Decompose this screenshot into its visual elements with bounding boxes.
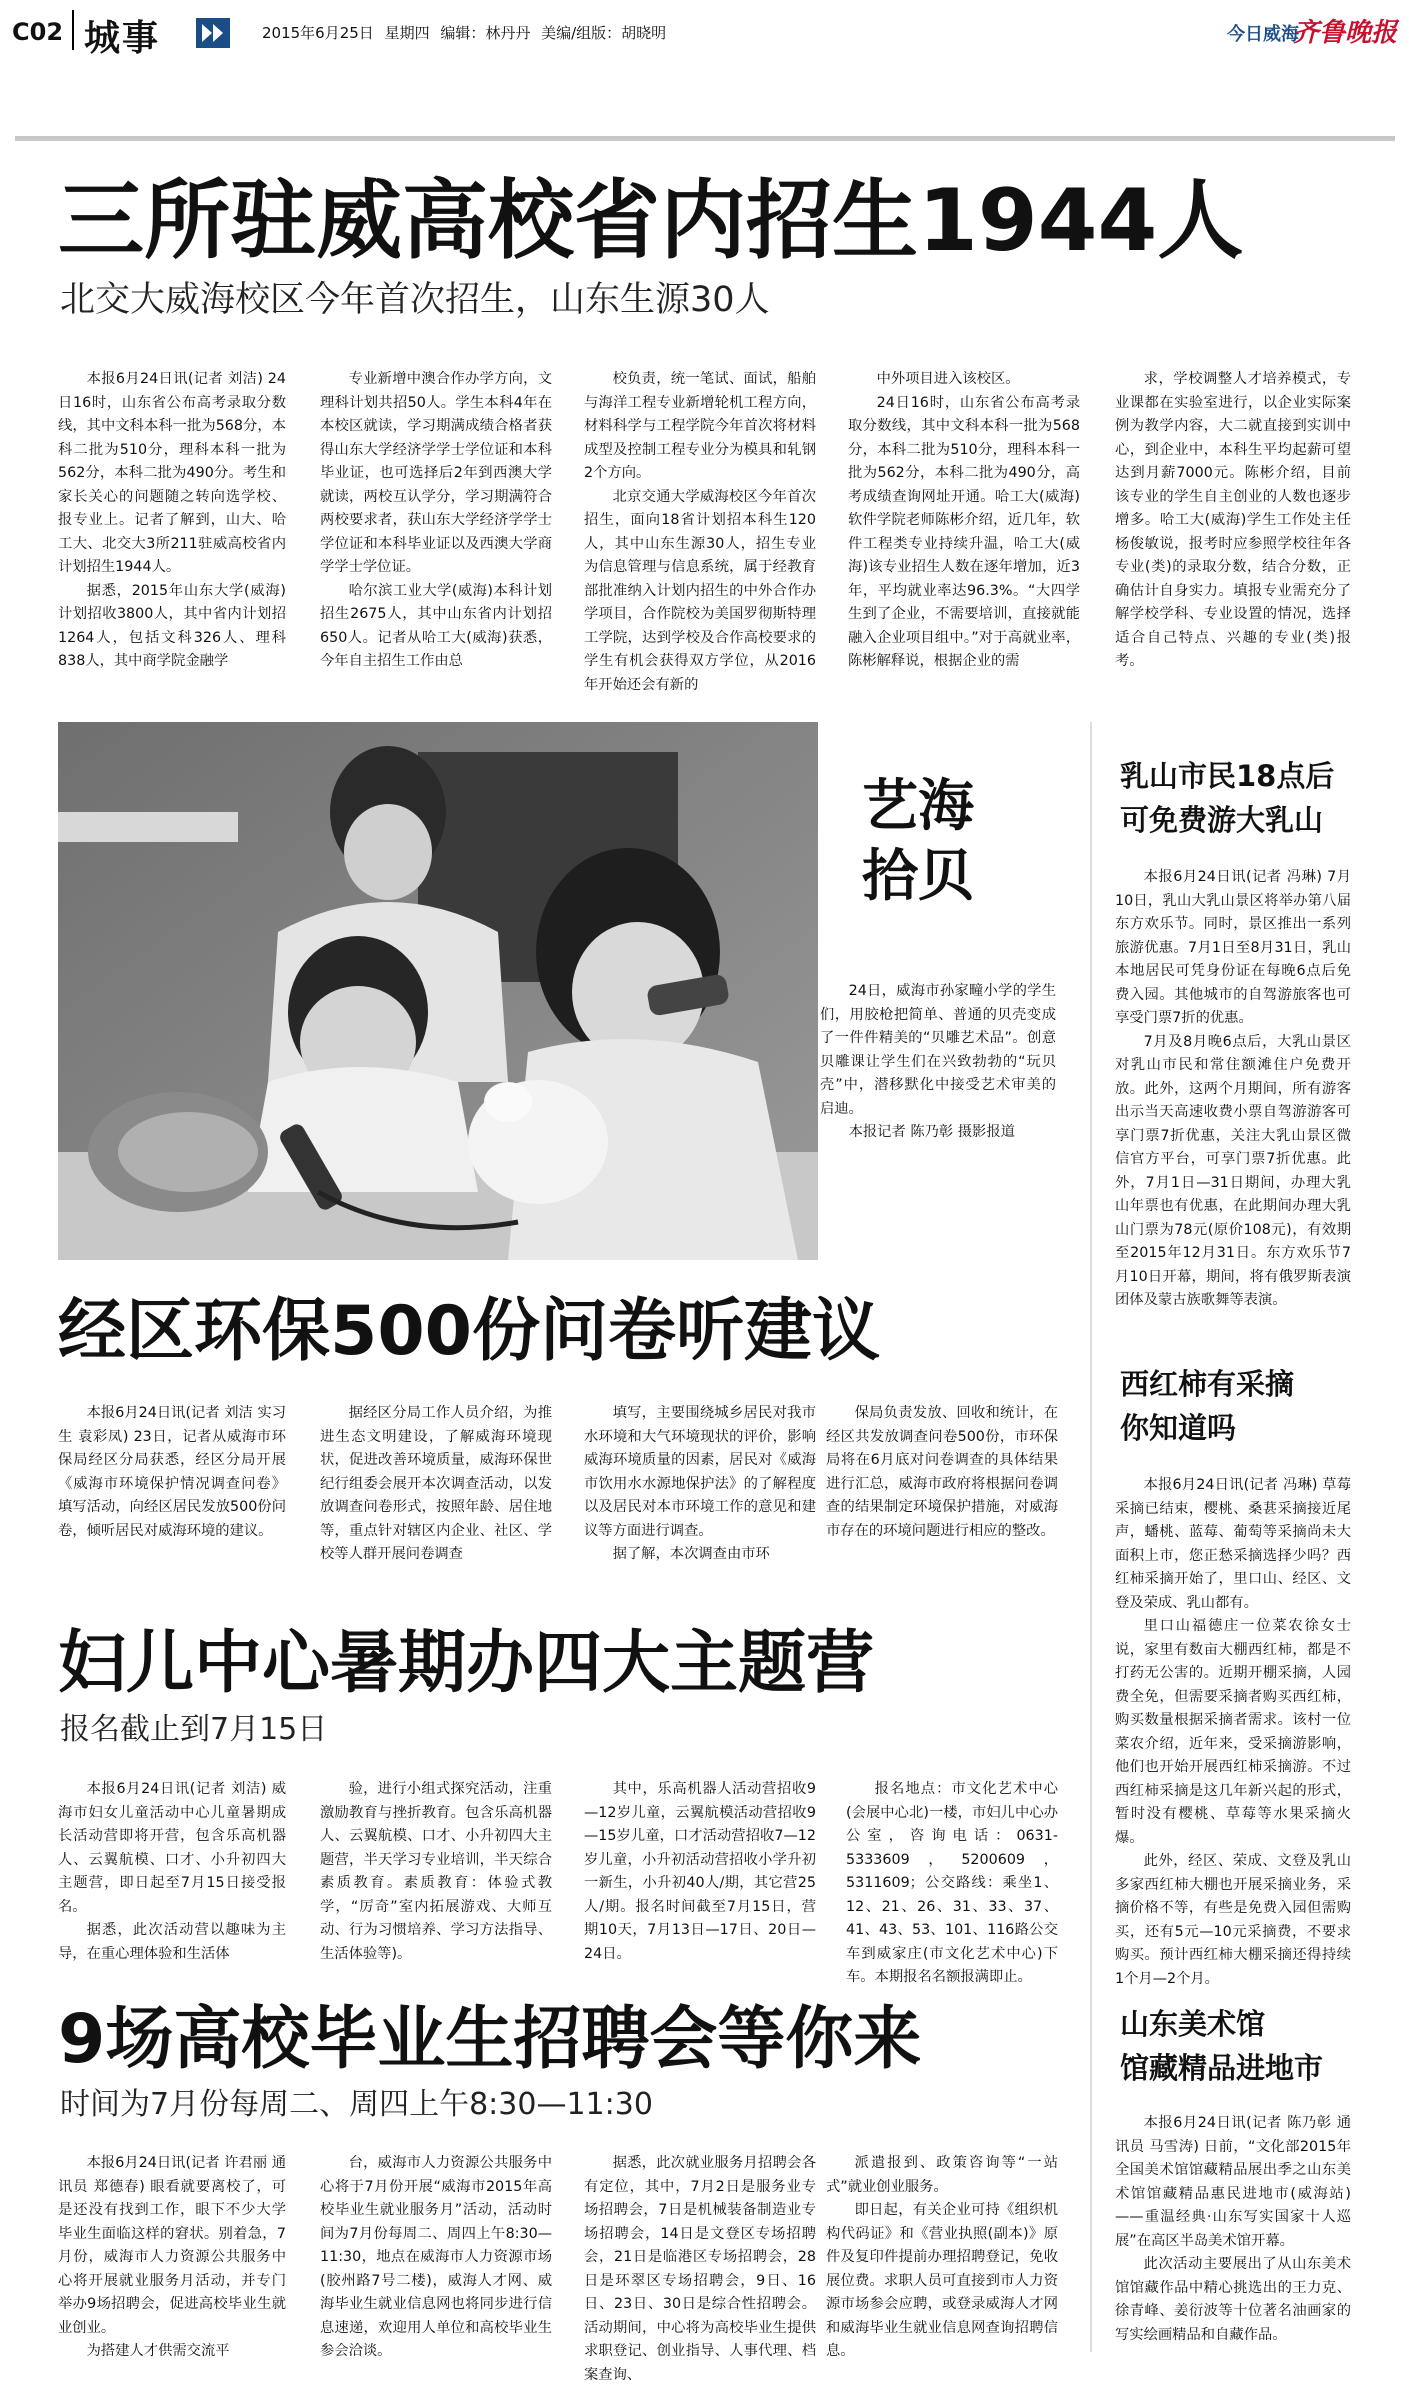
paragraph: 台，威海市人力资源公共服务中心将于7月份开展“威海市2015年高校毕业生就业服务月”活动，活动时间为7月份每周二、周四上午8:30—11:30，地点在威海市人力资源市场(胶州路7号二楼)，威海人才网、威海毕业生就业信息网也将同步进行信息速递，欢迎用人单位和高校毕业生参会洽谈。 <box>320 2155 552 2359</box>
paragraph: 验，进行小组式探究活动，注重激励教育与挫折教育。包含乐高机器人、云翼航模、口才、小升初四大主题营，半天学习专业培训，半天综合素质教育。素质教育：体验式教学，“厉奇”室内拓展游戏、大师互动、行为习惯培养、学习方法指导、生活体验等)。 <box>320 1781 552 1962</box>
article2-column-1 <box>58 1402 286 1602</box>
children-shell-craft-photo <box>58 722 818 1260</box>
paragraph: 据经区分局工作人员介绍，为推进生态文明建设，了解威海环境现状，促进改善环境质量，威海环保世纪行组委会展开本次调查活动，以发放调查问卷形式，按照年龄、居住地等，重点针对辖区内企业、社区、学校等人群开展问卷调查 <box>320 1405 552 1562</box>
paragraph: 此外，经区、荣成、文登及乳山多家西红柿大棚也开展采摘业务，采摘价格不等，有些是免费入园但需购买，还有5元—10元采摘费，不要求购买。预计西红柿大棚采摘还得持续1个月—2个月。 <box>1115 1853 1351 1987</box>
article4-column-3 <box>584 2152 816 2383</box>
photo-feature-title-1: 艺海 <box>862 774 974 839</box>
header-rule <box>15 136 1395 141</box>
article4-column-1 <box>58 2152 286 2374</box>
article3-column-3 <box>584 1778 816 1998</box>
paragraph: 据了解，本次调查由市环 <box>612 1546 770 1562</box>
paragraph: 本报6月24日讯(记者 许君丽 通讯员 郑德春) 眼看就要离校了，可是还没有找到工作，眼下不少大学毕业生面临这样的窘状。别着急，7月份，威海市人力资源公共服务中心将开展就业服务月活动，并专门举办9场招聘会，促进高校毕业生就业创业。 <box>58 2155 286 2336</box>
article1-column-3 <box>584 368 816 693</box>
article3-column-1 <box>58 1778 286 1998</box>
article2-column-2 <box>320 1402 552 1602</box>
paragraph: 据悉，此次就业服务月招聘会各有定位，其中，7月2日是服务业专场招聘会，7日是机械装备制造业专场招聘会，14日是文登区专场招聘会，21日是临港区专场招聘会，28日是环翠区专场招聘会，9日、16日、23日、30日是综合性招聘会。活动期间，中心将为高校毕业生提供求职登记、创业指导、人事代理、档案查询、 <box>584 2155 816 2383</box>
paragraph: 里口山福德庄一位菜农徐女士说，家里有数亩大棚西红柿，都是不打药无公害的。近期开棚采摘，人园费全免，但需要采摘者购买西红柿，购买数量根据采摘者需求。该村一位菜农介绍，近年来，受采摘游影响，他们也开始开展西红柿采摘游。不过西红柿采摘是这几年新兴起的形式，暂时没有樱桃、草莓等水果采摘火爆。 <box>1115 1618 1351 1846</box>
sidebar2-title-1: 西红柿有采摘 <box>1120 1367 1295 1401</box>
paragraph: 哈尔滨工业大学(威海)本科计划招生2675人，其中山东省内计划招650人。记者从哈工大(威海)获悉，今年自主招生工作由总 <box>320 582 552 669</box>
paragraph: 其中，乐高机器人活动营招收9—12岁儿童，云翼航模活动营招收9—15岁儿童，口才活动营招收7—12岁儿童，小升初活动营招收小学升初一新生，小升初40人/期，其它营25人/期。报名时间截至7月15日，营期10天，7月13日—17日、20日—24日。 <box>584 1781 816 1962</box>
article1-column-4 <box>848 368 1080 668</box>
paragraph: 北京交通大学威海校区今年首次招生，面向18省计划招本科生120人，其中山东生源30人，招生专业为信息管理与信息系统，属于经教育部批准纳入计划内招生的中外合作办学项目，合作院校为美国罗彻斯特理工学院，达到学校及合作高校要求的学生有机会获得双方学位，从2016年开始还会有新的 <box>584 488 816 693</box>
paragraph: 中外项目进入该校区。 <box>876 371 1020 387</box>
sidebar2-body <box>1115 1474 1351 1996</box>
article1-title: 三所驻威高校省内招生1944人 <box>58 171 1244 271</box>
article3-column-4 <box>846 1778 1058 1998</box>
paragraph: 本报6月24日讯(记者 刘洁) 24日16时，山东省公布高考录取分数线，其中文科本科一批为568分，本科二批为510分，理科本科一批为562分，本科二批为490分。考生和家长关心的问题随之转向选学校、报专业上。记者了解到，山大、哈工大、北交大3所211驻威高校省内计划招生1944人。 <box>58 371 286 575</box>
page-header <box>0 0 1409 59</box>
article4-title: 9场高校毕业生招聘会等你来 <box>58 2000 922 2079</box>
paragraph: 本报6月24日讯(记者 冯琳) 7月10日，乳山大乳山景区将举办第八届东方欢乐节。同时，景区推出一系列旅游优惠。7月1日至8月31日，乳山本地居民可凭身份证在每晚6点后免费入园。其他城市的自驾游旅客也可享受门票7折的优惠。 <box>1115 869 1351 1026</box>
sidebar3-title-2: 馆藏精品进地市 <box>1120 2051 1324 2085</box>
photo-caption <box>820 980 1056 1145</box>
paragraph: 填写，主要围绕城乡居民对我市水环境和大气环境现状的评价，影响威海环境质量的因素，居民对《威海市饮用水水源地保护法》的了解程度以及居民对本市环境工作的意见和建议等方面进行调查。 <box>584 1405 816 1539</box>
paragraph: 派遣报到、政策咨询等“一站式”就业创业服务。 <box>826 2155 1058 2195</box>
paragraph: 校负责，统一笔试、面试，船舶与海洋工程专业新增轮机工程方向，材料科学与工程学院今年首次将材料成型及控制工程专业分为模具和轧钢2个方向。 <box>584 371 816 481</box>
article1-column-5 <box>1115 368 1351 668</box>
article4-column-4 <box>826 2152 1058 2374</box>
photo-credit: 本报记者 陈乃彰 摄影报道 <box>848 1124 1015 1140</box>
article2-column-4 <box>826 1402 1058 1602</box>
article2-title: 经区环保500份问卷听建议 <box>58 1292 880 1371</box>
date-line: 2015年6月25日 星期四 编辑：林丹丹 美编/组版：胡晓明 <box>262 24 667 42</box>
paragraph: 24日16时，山东省公布高考录取分数线，其中文科本科一批为568分，本科二批为510分，理科本科一批为562分，本科二批为490分，高考成绩查询网址开通。哈工大(威海)软件学院老师陈彬介绍，近几年，软件工程类专业持续升温，哈工大(威海)该专业招生人数在逐年增加，近3年，平均就业率达96.3%。“大四学生到了企业，不需要培训，直接就能融入企业项目组中。”对于高就业率，陈彬解释说，根据企业的需 <box>848 394 1080 669</box>
paragraph: 据悉，2015年山东大学(威海)计划招收3800人，其中省内计划招1264人，包括文科326人、理科838人，其中商学院金融学 <box>58 582 286 669</box>
article2-column-3 <box>584 1402 816 1602</box>
section-title: 城事 <box>84 18 161 59</box>
sidebar3-body <box>1115 2112 1351 2372</box>
paragraph: 本报6月24日讯(记者 冯琳) 草莓采摘已结束，樱桃、桑葚采摘接近尾声，蟠桃、蓝莓、葡萄等采摘尚未大面积上市，您正愁采摘选择少吗？西红柿采摘开始了，里口山、经区、文登及荣成、乳山都有。 <box>1115 1477 1351 1611</box>
article3-column-2 <box>320 1778 552 1998</box>
paragraph: 报名地点：市文化艺术中心(会展中心北)一楼，市妇儿中心办公室，咨询电话：0631-5333609，5200609，5311609；公交路线：乘坐1、12、21、26、31、33、37、41、43、53、101、116路公交车到威家庄(市文化艺术中心)下车。本期报名名额报满即止。 <box>846 1781 1058 1985</box>
double-arrow-icon <box>196 18 230 48</box>
feature-photo <box>58 722 818 1260</box>
paragraph: 此次活动主要展出了从山东美术馆馆藏作品中精心挑选出的王力克、徐青峰、姜衍波等十位著名油画家的写实绘画精品和自藏作品。 <box>1115 2256 1351 2343</box>
sidebar3-title-1: 山东美术馆 <box>1120 2007 1266 2041</box>
article4-column-2 <box>320 2152 552 2374</box>
paragraph: 为搭建人才供需交流平 <box>86 2343 230 2359</box>
article3-subtitle: 报名截止到7月15日 <box>60 1712 328 1747</box>
caption-text: 24日，威海市孙家疃小学的学生们，用胶枪把简单、普通的贝壳变成了一件件精美的“贝雕艺术品”。创意贝雕课让学生们在兴致勃勃的“玩贝壳”中，潜移默化中接受艺术审美的启迪。 <box>820 983 1056 1117</box>
paragraph: 保局负责发放、回收和统计，在经区共发放调查问卷500份，市环保局将在6月底对问卷调查的具体结果进行汇总，威海市政府将根据问卷调查的结果制定环境保护措施，对威海市存在的环境问题进行相应的整改。 <box>826 1405 1058 1539</box>
paragraph: 本报6月24日讯(记者 陈乃彰 通讯员 马雪涛) 日前，“文化部2015年全国美术馆馆藏精品展出季之山东美术馆馆藏精品惠民进地市(威海站)——重温经典·山东写实国家十人巡展”在高区半岛美术馆开幕。 <box>1115 2115 1351 2249</box>
paragraph: 据悉，此次活动营以趣味为主导，在重心理体验和生活体 <box>58 1922 286 1962</box>
paragraph: 本报6月24日讯(记者 刘洁) 威海市妇女儿童活动中心儿童暑期成长活动营即将开营，包含乐高机器人、云翼航模、口才、小升初四大主题营，即日起至7月15日接受报名。 <box>58 1781 286 1915</box>
paragraph: 本报6月24日讯(记者 刘洁 实习生 袁彩凤) 23日，记者从威海市环保局经区分局获悉，经区分局开展《威海市环境保护情况调查问卷》 填写活动，向经区居民发放500份问卷，倾听居民对威海环境的建议。 <box>58 1405 286 1539</box>
sidebar-divider <box>1090 722 1092 2352</box>
page-number: C02 <box>12 18 64 46</box>
article3-title: 妇儿中心暑期办四大主题营 <box>58 1624 875 1703</box>
photo-feature-title-2: 拾贝 <box>862 844 974 909</box>
article1-column-2 <box>320 368 552 668</box>
paragraph: 求，学校调整人才培养模式，专业课都在实验室进行，以企业实际案例为教学内容，大二就直接到实训中心，到企业中，本科生平均起薪可望达到月薪7000元。陈彬介绍，目前该专业的学生自主创业的人数也逐步增多。哈工大(威海)学生工作处主任杨俊敏说，报考时应参照学校往年各专业(类)的录取分数，结合分数，正确估计自身实力。填报专业需充分了解学校学科、专业设置的情况，选择适合自己特点、兴趣的专业(类)报考。 <box>1115 371 1351 669</box>
sidebar1-title-2: 可免费游大乳山 <box>1120 803 1324 837</box>
newspaper-logo: 齐鲁晚报 <box>1292 18 1397 48</box>
paragraph: 7月及8月晚6点后，大乳山景区对乳山市民和常住额滩住户免费开放。此外，这两个月期间，所有游客出示当天高速收费小票自驾游游客可享门票7折优惠，关注大乳山景区微信官方平台，可享门票7折优惠。此外，7月1日—31日期间，办理大乳山年票也有优惠，在此期间办理大乳山门票为78元(原价108元)，有效期至2015年12月31日。东方欢乐节7月10日开幕，期间，将有俄罗斯表演团体及蒙古族歌舞等表演。 <box>1115 1033 1351 1308</box>
paragraph: 即日起，有关企业可持《组织机构代码证》和《营业执照(副本)》原件及复印件提前办理招聘登记，免收展位费。求职人员可直接到市人力资源市场参会应聘，或登录威海人才网和威海毕业生就业信息网查询招聘信息。 <box>826 2202 1058 2359</box>
article4-subtitle: 时间为7月份每周二、周四上午8:30—11:30 <box>60 2087 653 2122</box>
article1-subtitle: 北交大威海校区今年首次招生，山东生源30人 <box>60 280 770 320</box>
sidebar2-title-2: 你知道吗 <box>1120 1411 1237 1445</box>
paragraph: 专业新增中澳合作办学方向，文理科计划共招50人。学生本科4年在本校区就读，学习期满成绩合格者获得山东大学经济学学士学位证和本科毕业证，也可选择后2年到西澳大学就读，两校互认学分，学习期满符合两校要求者，获山东大学经济学学士学位证和本科毕业证以及西澳大学商学学士学位证。 <box>320 371 552 575</box>
sidebar1-body <box>1115 866 1351 1336</box>
brand-text: 今日威海 <box>1227 24 1299 45</box>
sidebar1-title-1: 乳山市民18点后 <box>1120 759 1335 793</box>
header-divider <box>72 10 74 50</box>
article1-column-1 <box>58 368 286 668</box>
